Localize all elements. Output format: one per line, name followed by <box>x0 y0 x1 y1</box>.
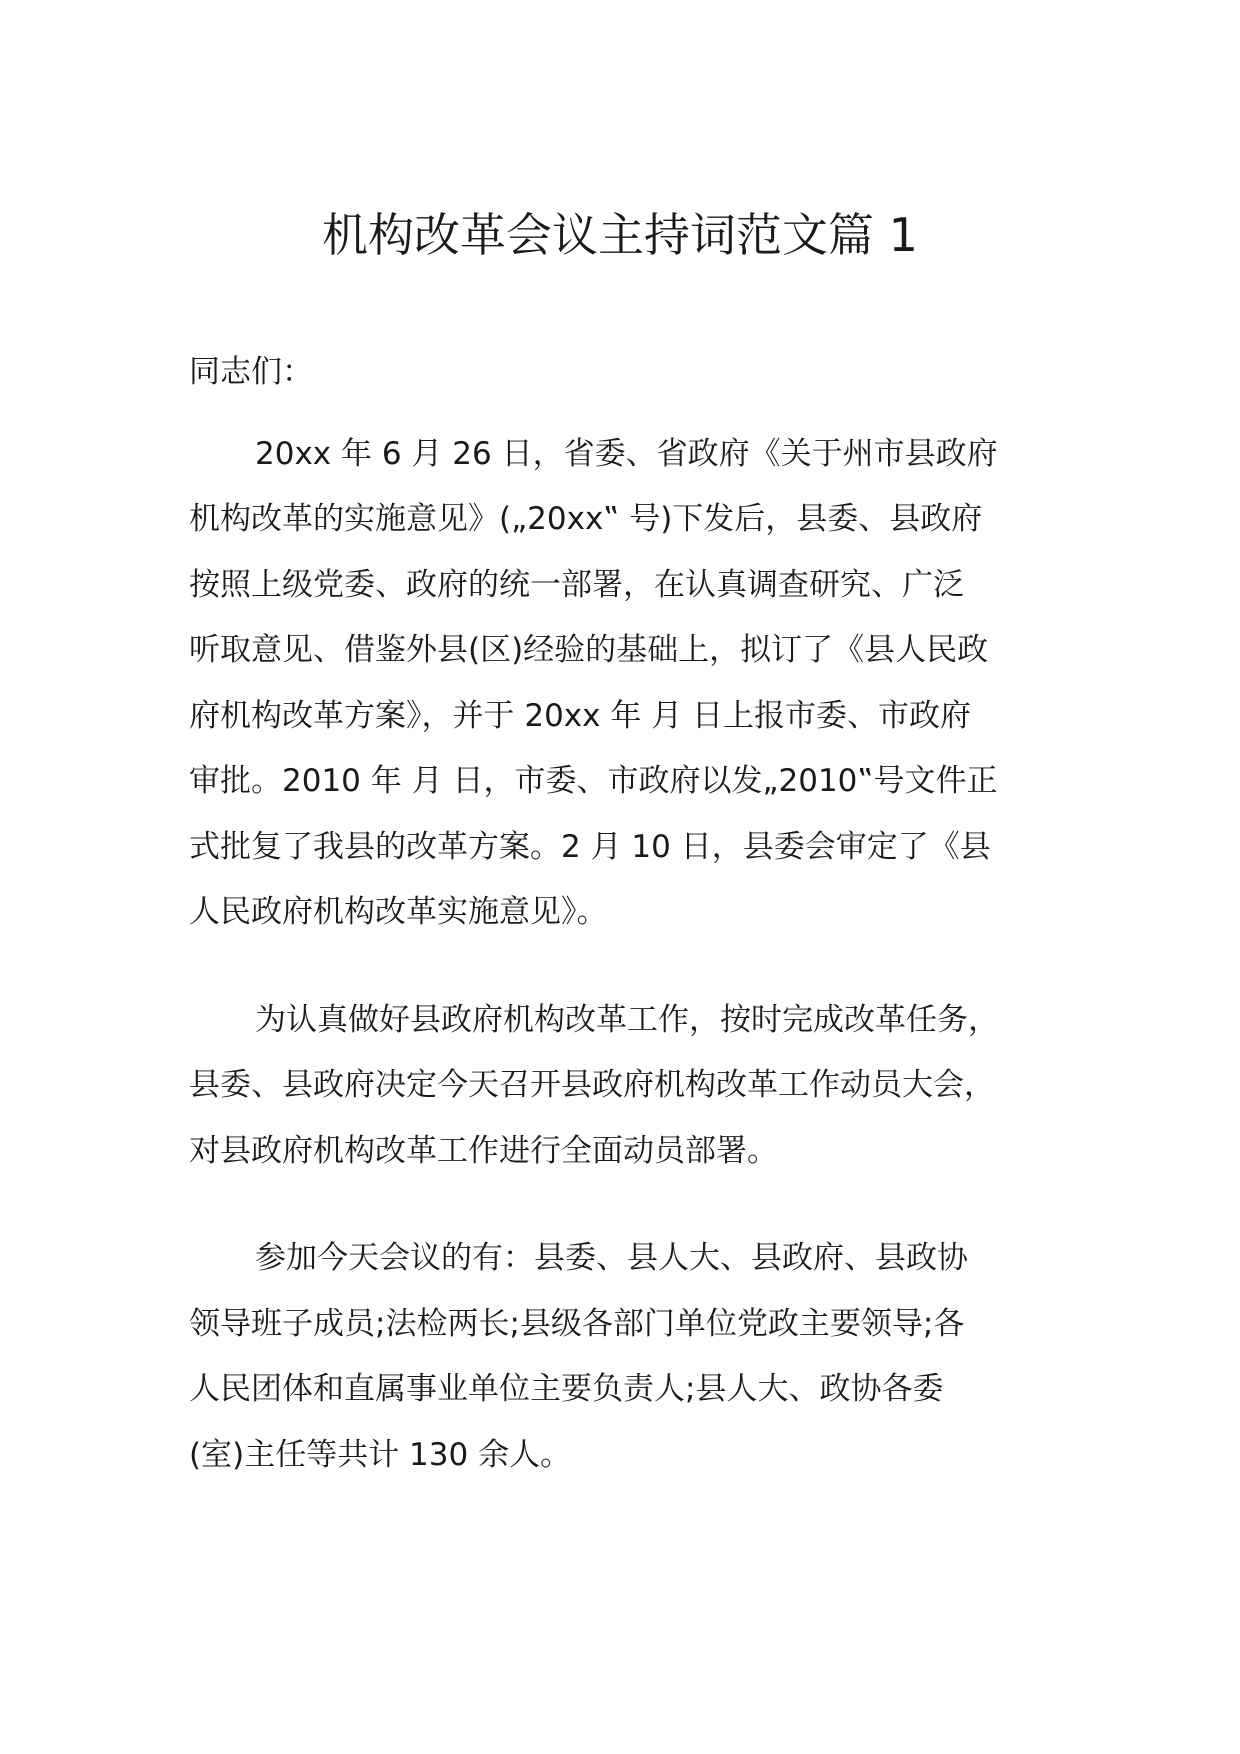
paragraph-line: 府机构改革方案》，并于 20xx 年 月 日上报市委、市政府 <box>189 697 972 734</box>
paragraph-line: (室)主任等共计 130 余人。 <box>189 1436 572 1473</box>
document-title: 机构改革会议主持词范文篇 1 <box>322 208 918 262</box>
paragraph-line: 听取意见、借鉴外县(区)经验的基础上，拟订了《县人民政 <box>189 632 989 668</box>
paragraph-line: 为认真做好县政府机构改革工作，按时完成改革任务， <box>255 1001 999 1038</box>
paragraph-line: 式批复了我县的改革方案。2 月 10 日，县委会审定了《县 <box>189 828 991 865</box>
paragraph-line: 参加今天会议的有：县委、县人大、县政府、县政协 <box>255 1240 968 1276</box>
paragraph-line: 审批。2010 年 月 日，市委、市政府以发„2010‟号文件正 <box>189 763 998 799</box>
paragraph-line: 人民团体和直属事业单位主要负责人;县人大、政协各委 <box>189 1371 944 1407</box>
paragraph-line: 按照上级党委、政府的统一部署，在认真调查研究、广泛 <box>189 566 964 603</box>
paragraph-3 <box>189 1226 1059 1488</box>
paragraph-line: 人民政府机构改革实施意见》。 <box>189 894 608 930</box>
document-body <box>189 340 1059 1530</box>
paragraph-line: 对县政府机构改革工作进行全面动员部署。 <box>189 1132 778 1169</box>
salutation: 同志们： <box>189 354 313 390</box>
paragraph-line: 领导班子成员;法检两长;县级各部门单位党政主要领导;各 <box>189 1305 965 1342</box>
paragraph-line: 县委、县政府决定今天召开县政府机构改革工作动员大会， <box>189 1067 995 1103</box>
paragraph-line: 机构改革的实施意见》(„20xx‟ 号)下发后，县委、县政府 <box>189 501 983 537</box>
paragraph-1 <box>189 422 1059 946</box>
paragraph-2 <box>189 988 1059 1185</box>
paragraph-line: 20xx 年 6 月 26 日，省委、省政府《关于州市县政府 <box>255 435 998 472</box>
